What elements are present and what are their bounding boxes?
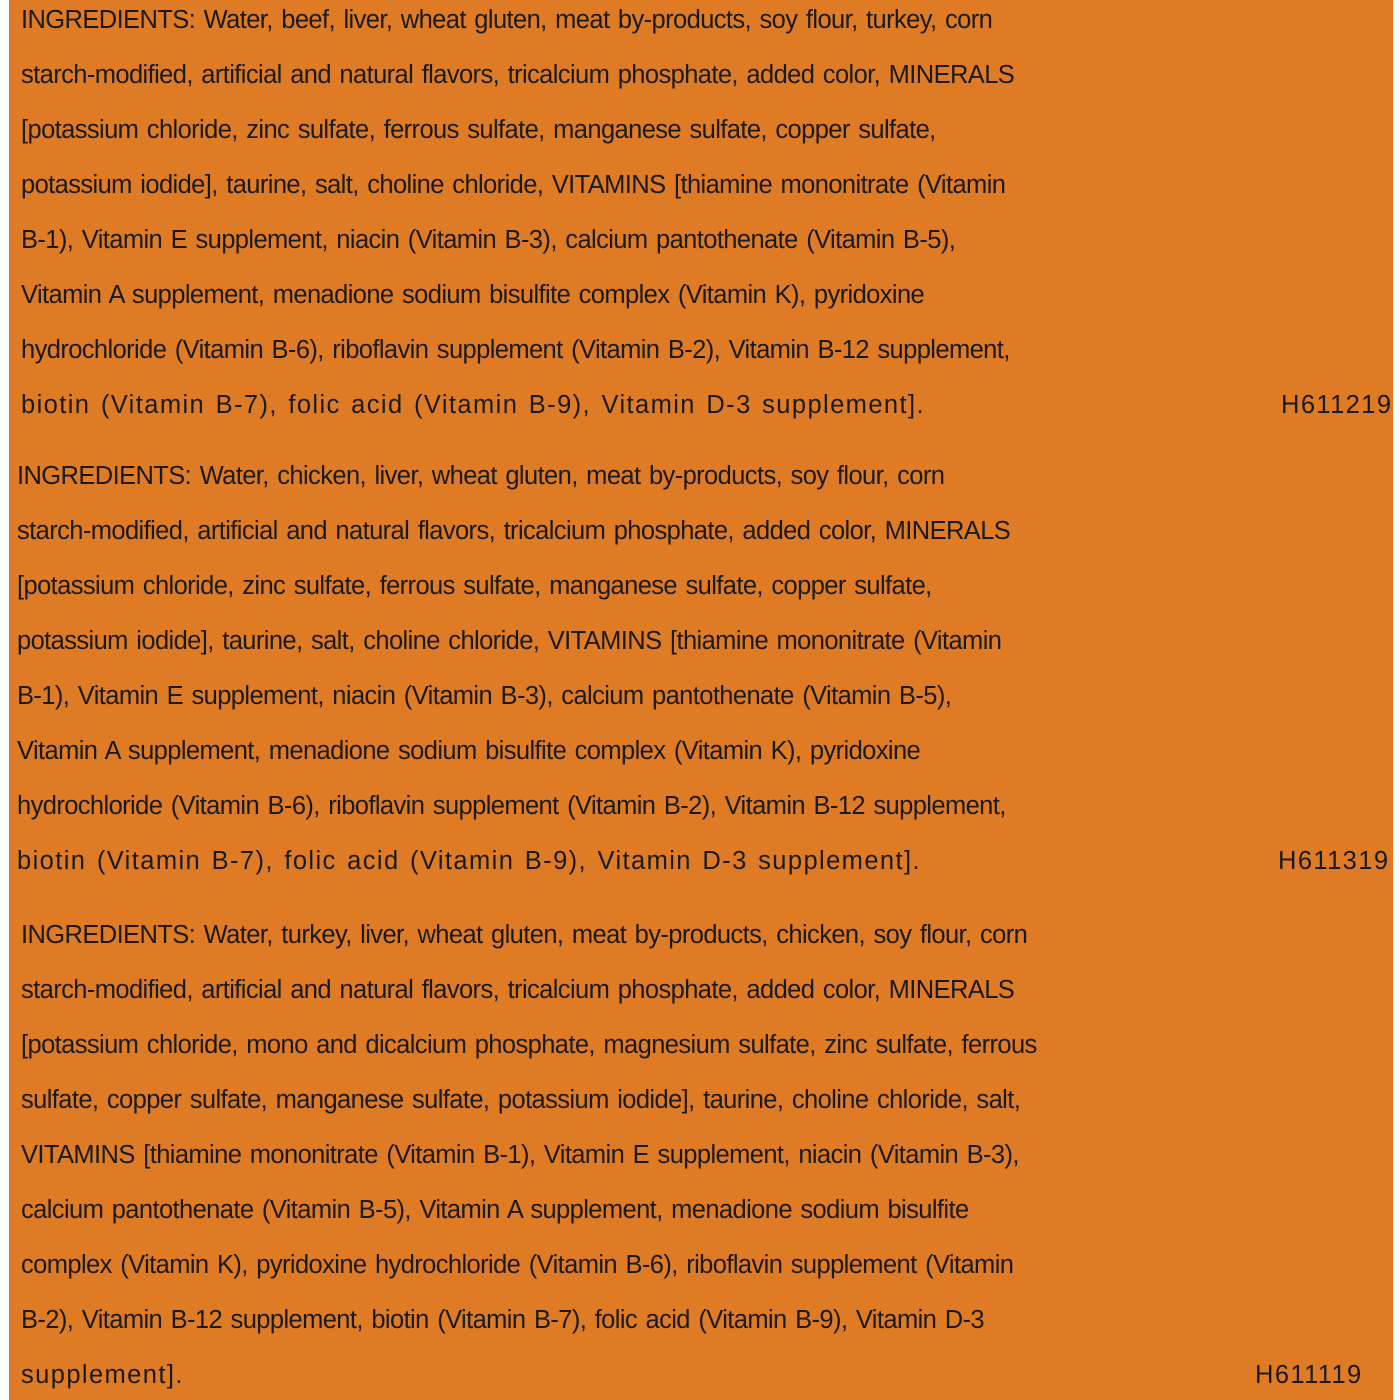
ingredients-line: B-1), Vitamin E supplement, niacin (Vitamin B-3), calcium pantothenate (Vitamin B-5),	[21, 226, 956, 254]
ingredients-line: [potassium chloride, mono and dicalcium phosphate, magnesium sulfate, zinc sulfate, ferrous	[21, 1031, 1037, 1059]
ingredients-line: calcium pantothenate (Vitamin B-5), Vitamin A supplement, menadione sodium bisulfite	[21, 1196, 969, 1224]
ingredients-line: INGREDIENTS: Water, turkey, liver, wheat gluten, meat by-products, chicken, soy flour, corn	[21, 921, 1028, 949]
ingredients-block-beef	[9, 0, 1393, 433]
ingredients-line: potassium iodide], taurine, salt, choline chloride, VITAMINS [thiamine mononitrate (Vitamin	[17, 627, 1002, 655]
ingredients-line: starch-modified, artificial and natural flavors, tricalcium phosphate, added color, MINERALS	[21, 61, 1015, 89]
ingredients-line: Vitamin A supplement, menadione sodium bisulfite complex (Vitamin K), pyridoxine	[17, 737, 921, 765]
ingredients-line: complex (Vitamin K), pyridoxine hydrochloride (Vitamin B-6), riboflavin supplement (Vitamin	[21, 1251, 1014, 1279]
ingredients-last-line	[9, 378, 1393, 433]
ingredients-line: starch-modified, artificial and natural flavors, tricalcium phosphate, added color, MINERALS	[17, 517, 1011, 545]
ingredients-line: B-1), Vitamin E supplement, niacin (Vitamin B-3), calcium pantothenate (Vitamin B-5),	[17, 682, 952, 710]
ingredients-line: INGREDIENTS: Water, chicken, liver, wheat gluten, meat by-products, soy flour, corn	[17, 462, 945, 490]
ingredients-line: B-2), Vitamin B-12 supplement, biotin (Vitamin B-7), folic acid (Vitamin B-9), Vitamin D-3	[21, 1306, 985, 1334]
ingredients-line: [potassium chloride, zinc sulfate, ferrous sulfate, manganese sulfate, copper sulfate,	[21, 116, 936, 144]
lot-code: H611219	[1281, 391, 1393, 419]
ingredients-line: potassium iodide], taurine, salt, choline chloride, VITAMINS [thiamine mononitrate (Vitamin	[21, 171, 1006, 199]
ingredients-line: Vitamin A supplement, menadione sodium bisulfite complex (Vitamin K), pyridoxine	[21, 281, 925, 309]
ingredients-line: hydrochloride (Vitamin B-6), riboflavin supplement (Vitamin B-2), Vitamin B-12 supplement,	[21, 336, 1010, 364]
ingredients-line: hydrochloride (Vitamin B-6), riboflavin supplement (Vitamin B-2), Vitamin B-12 supplement,	[17, 792, 1006, 820]
ingredients-last-line	[9, 1348, 1393, 1400]
ingredients-line: sulfate, copper sulfate, manganese sulfate, potassium iodide], taurine, choline chloride, salt,	[21, 1086, 1021, 1114]
ingredients-line-text: biotin (Vitamin B-7), folic acid (Vitamin B-9), Vitamin D-3 supplement].	[17, 847, 921, 875]
ingredients-line: VITAMINS [thiamine mononitrate (Vitamin B-1), Vitamin E supplement, niacin (Vitamin B-3),	[21, 1141, 1019, 1169]
ingredients-line: starch-modified, artificial and natural flavors, tricalcium phosphate, added color, MINERALS	[21, 976, 1015, 1004]
ingredients-block-chicken	[9, 449, 1393, 889]
ingredients-last-line	[9, 834, 1393, 889]
ingredients-line: INGREDIENTS: Water, beef, liver, wheat gluten, meat by-products, soy flour, turkey, corn	[21, 6, 993, 34]
ingredients-line-text: supplement].	[21, 1361, 184, 1389]
ingredients-label-panel	[9, 0, 1393, 1400]
lot-code: H611119	[1255, 1361, 1363, 1389]
ingredients-line-text: biotin (Vitamin B-7), folic acid (Vitamin B-9), Vitamin D-3 supplement].	[21, 391, 925, 419]
ingredients-block-turkey	[9, 908, 1393, 1400]
lot-code: H611319	[1278, 847, 1390, 875]
ingredients-line: [potassium chloride, zinc sulfate, ferrous sulfate, manganese sulfate, copper sulfate,	[17, 572, 932, 600]
